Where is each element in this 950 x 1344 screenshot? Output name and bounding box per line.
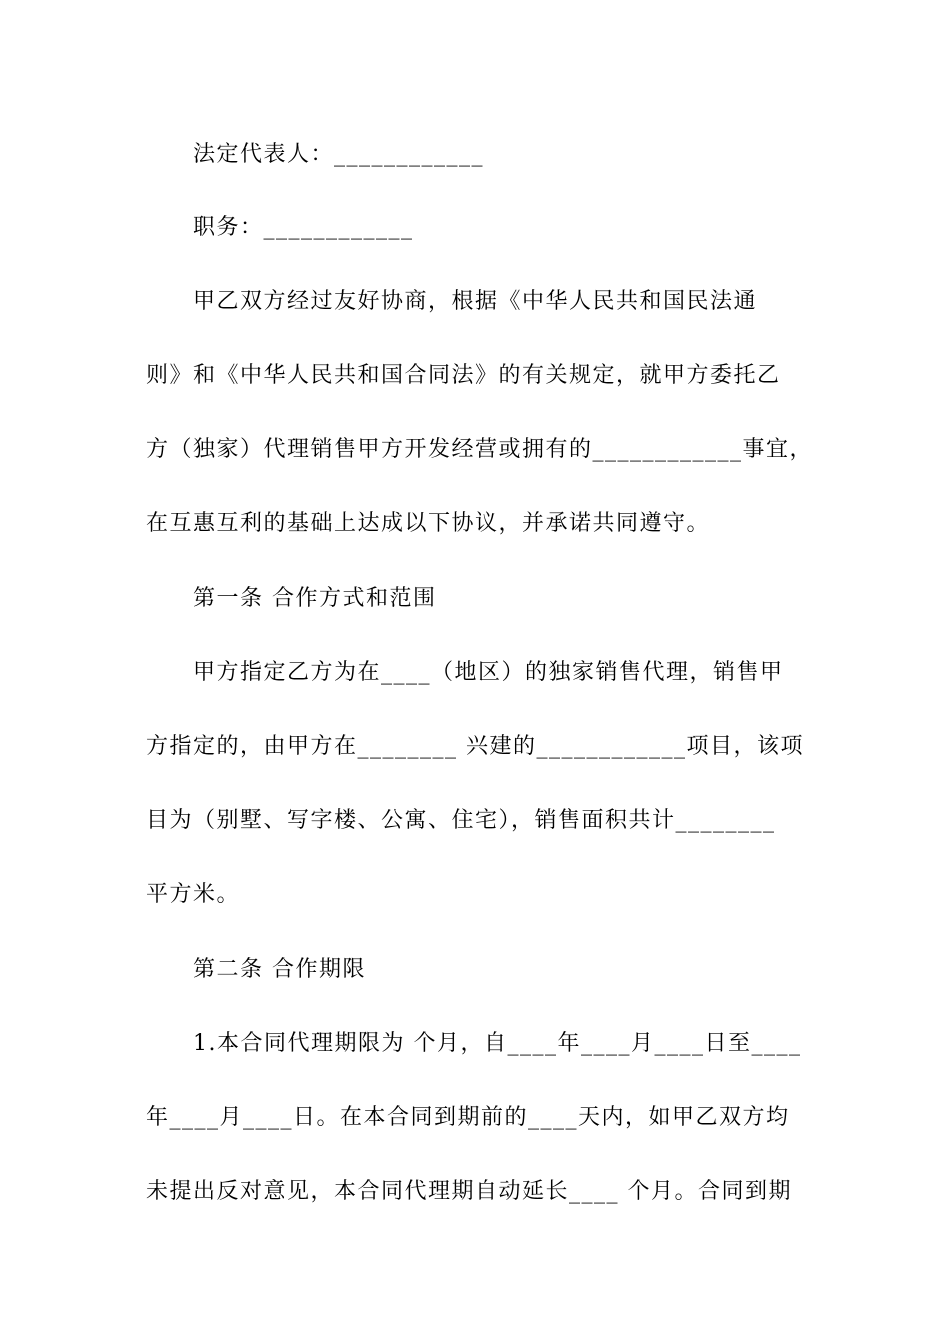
paragraph-line: 未提出反对意见，本合同代理期自动延长____ 个月。合同到期	[146, 1179, 792, 1204]
section-heading: 第二条 合作期限	[193, 957, 366, 982]
section-heading: 第一条 合作方式和范围	[193, 586, 437, 611]
paragraph-line: 目为（别墅、写字楼、公寓、住宅），销售面积共计________	[146, 808, 776, 833]
paragraph-line: 年____月____日。在本合同到期前的____天内，如甲乙双方均	[146, 1105, 790, 1130]
legal-representative-line: 法定代表人：____________	[193, 142, 485, 167]
paragraph-line: 甲乙双方经过友好协商，根据《中华人民共和国民法通	[193, 289, 758, 314]
paragraph-line: 则》和《中华人民共和国合同法》的有关规定，就甲方委托乙	[146, 363, 781, 388]
position-line: 职务：____________	[193, 215, 414, 240]
paragraph-line: 在互惠互利的基础上达成以下协议，并承诺共同遵守。	[146, 511, 711, 536]
paragraph-line: 方指定的，由甲方在________ 兴建的____________项目，该项	[146, 734, 804, 759]
paragraph-line: 甲方指定乙方为在____（地区）的独家销售代理，销售甲	[193, 660, 784, 685]
paragraph-line: 平方米。	[146, 882, 241, 907]
paragraph-line: 方（独家）代理销售甲方开发经营或拥有的____________事宜，	[146, 437, 814, 462]
paragraph-line: 1.本合同代理期限为 个月，自____年____月____日至____	[193, 1031, 802, 1056]
